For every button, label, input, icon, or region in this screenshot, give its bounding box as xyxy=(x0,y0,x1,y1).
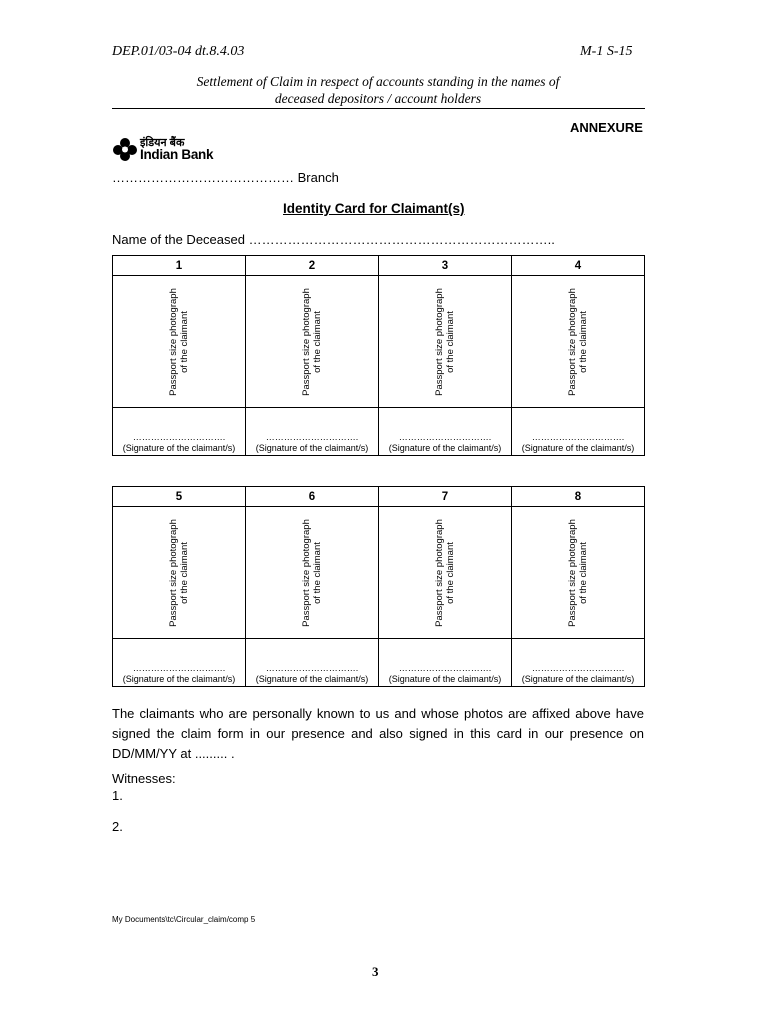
photo-box xyxy=(379,507,512,639)
photo-caption-line-2: of the claimant xyxy=(312,541,323,604)
photo-row xyxy=(113,276,645,408)
signature-label: (Signature of the claimant/s) xyxy=(388,674,502,684)
photo-caption-line-2: of the claimant xyxy=(312,310,323,373)
signature-label: (Signature of the claimant/s) xyxy=(255,674,369,684)
photo-caption-line-2: of the claimant xyxy=(578,310,589,373)
photo-box xyxy=(246,276,379,408)
signature-box xyxy=(113,639,246,687)
photo-box xyxy=(512,507,645,639)
footer-file-path: My Documents\tc\Circular_claim/comp 5 xyxy=(112,915,256,924)
photo-caption-line-1: Passport size photograph xyxy=(168,518,179,627)
photo-row xyxy=(113,507,645,639)
annexure-label: ANNEXURE xyxy=(570,120,643,135)
document-reference: DEP.01/03-04 dt.8.4.03 xyxy=(112,44,245,59)
photo-caption-line-1: Passport size photograph xyxy=(301,287,312,396)
bank-logo xyxy=(113,135,223,163)
page-reference: M-1 S-15 xyxy=(580,44,633,59)
witnesses-label: Witnesses: xyxy=(112,771,176,786)
signature-label: (Signature of the claimant/s) xyxy=(122,674,236,684)
photo-caption-line-1: Passport size photograph xyxy=(434,518,445,627)
header-divider xyxy=(112,108,645,109)
photo-box xyxy=(113,507,246,639)
photo-caption-line-2: of the claimant xyxy=(445,541,456,604)
claimant-number: 8 xyxy=(512,487,645,507)
signature-box xyxy=(246,408,379,456)
photo-caption-line-1: Passport size photograph xyxy=(567,287,578,396)
photo-caption-line-2: of the claimant xyxy=(179,310,190,373)
bank-name-english: Indian Bank xyxy=(140,147,214,162)
bank-name-hindi: इंडियन बैंक xyxy=(140,137,185,149)
claimant-number: 3 xyxy=(379,256,512,276)
claimant-number: 5 xyxy=(113,487,246,507)
claimant-number: 2 xyxy=(246,256,379,276)
signature-label: (Signature of the claimant/s) xyxy=(255,443,369,453)
signature-box xyxy=(512,639,645,687)
signature-line: …………………………. xyxy=(531,663,625,673)
claimant-table-2 xyxy=(112,486,645,687)
signature-label: (Signature of the claimant/s) xyxy=(122,443,236,453)
signature-line: …………………………. xyxy=(132,432,226,442)
signature-row xyxy=(113,408,645,456)
photo-box xyxy=(379,276,512,408)
signature-label: (Signature of the claimant/s) xyxy=(388,443,502,453)
claimant-number-row xyxy=(113,487,645,507)
claimant-number: 4 xyxy=(512,256,645,276)
photo-caption-line-2: of the claimant xyxy=(445,310,456,373)
photo-box xyxy=(246,507,379,639)
signature-line: …………………………. xyxy=(398,432,492,442)
header-title xyxy=(112,73,644,107)
header-title-line-2: deceased depositors / account holders xyxy=(274,91,482,106)
indian-bank-logo-icon xyxy=(113,137,137,163)
photo-caption-line-1: Passport size photograph xyxy=(301,518,312,627)
photo-caption-line-2: of the claimant xyxy=(179,541,190,604)
signature-label: (Signature of the claimant/s) xyxy=(521,443,635,453)
claimant-number: 1 xyxy=(113,256,246,276)
photo-caption-line-2: of the claimant xyxy=(578,541,589,604)
signature-line: …………………………. xyxy=(265,432,359,442)
photo-caption-line-1: Passport size photograph xyxy=(168,287,179,396)
signature-box xyxy=(379,408,512,456)
signature-label: (Signature of the claimant/s) xyxy=(521,674,635,684)
signature-line: …………………………. xyxy=(265,663,359,673)
signature-row xyxy=(113,639,645,687)
form-title: Identity Card for Claimant(s) xyxy=(283,201,465,216)
claimant-number: 6 xyxy=(246,487,379,507)
witness-1: 1. xyxy=(112,788,123,803)
signature-line: …………………………. xyxy=(398,663,492,673)
branch-field: …………………………………… Branch xyxy=(112,170,339,185)
photo-caption-line-1: Passport size photograph xyxy=(567,518,578,627)
attestation-statement: The claimants who are personally known to us and whose photos are affixed above have signed the claim form in our presence and also signed in this card in our presence on DD/MM/YY at ......... . xyxy=(112,706,644,761)
page-number: 3 xyxy=(372,964,379,979)
claimant-table-1 xyxy=(112,255,645,456)
signature-line: …………………………. xyxy=(132,663,226,673)
claimant-number: 7 xyxy=(379,487,512,507)
deceased-name-field: Name of the Deceased …………………………………………………………….. xyxy=(112,232,555,247)
signature-box xyxy=(512,408,645,456)
witness-2: 2. xyxy=(112,819,123,834)
header-title-line-1: Settlement of Claim in respect of accounts standing in the names of xyxy=(196,74,560,89)
photo-caption-line-1: Passport size photograph xyxy=(434,287,445,396)
signature-box xyxy=(379,639,512,687)
photo-box xyxy=(512,276,645,408)
signature-box xyxy=(246,639,379,687)
signature-line: …………………………. xyxy=(531,432,625,442)
photo-box xyxy=(113,276,246,408)
signature-box xyxy=(113,408,246,456)
claimant-number-row xyxy=(113,256,645,276)
